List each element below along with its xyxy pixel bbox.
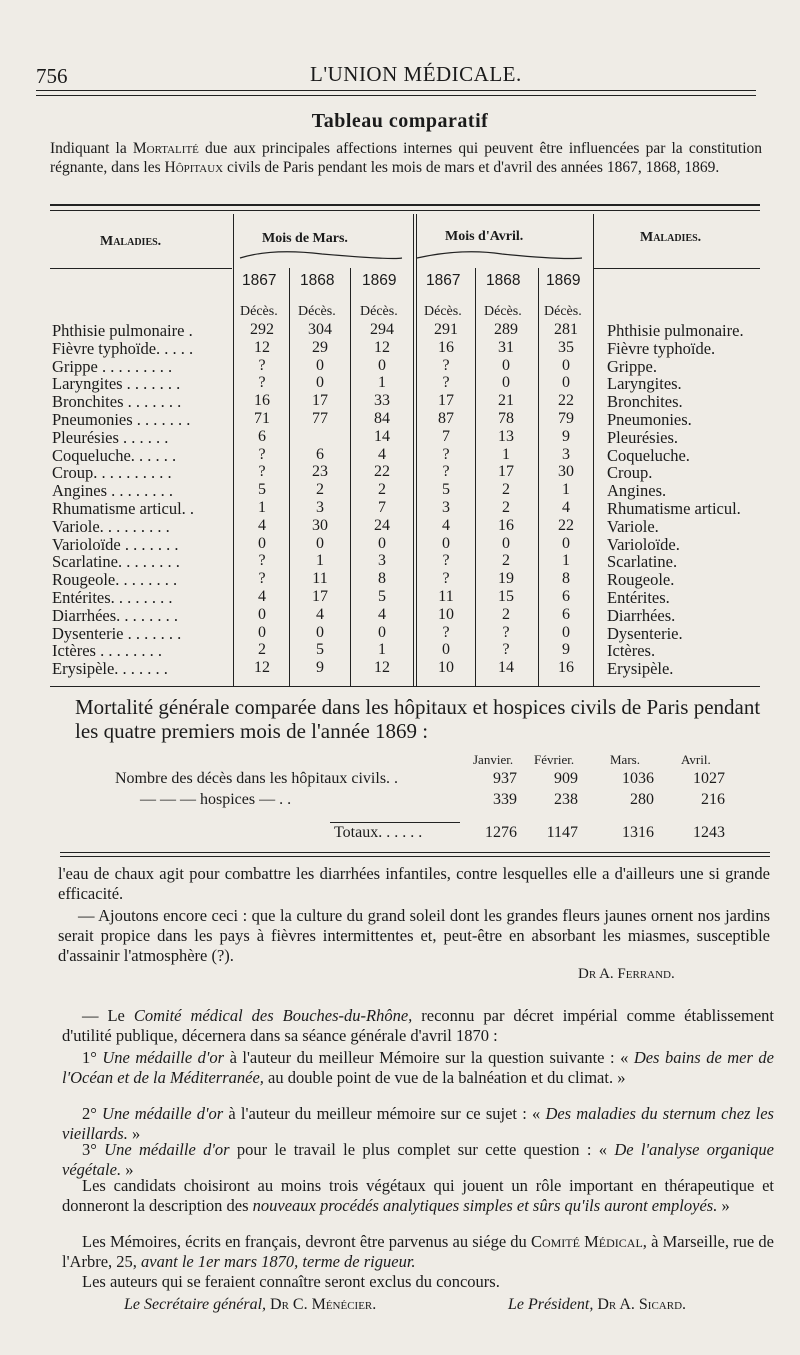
- table-cell: 3: [378, 552, 386, 570]
- section-rule: [60, 852, 770, 853]
- table-cell: 7: [378, 499, 386, 516]
- mortality-cell: 909: [554, 770, 578, 787]
- table-cell: 17: [312, 588, 328, 605]
- table-cell: ?: [442, 374, 450, 392]
- table-cell: ?: [258, 356, 266, 374]
- table-cell: 2: [502, 481, 510, 499]
- table-cell: 5: [316, 641, 324, 659]
- table-top-rule-2: [50, 210, 760, 211]
- table-cell: 21: [498, 392, 514, 410]
- deces-label: Décès.: [424, 304, 462, 319]
- row-label-right: Bronchites.: [607, 392, 683, 412]
- table-cell: 291: [434, 321, 458, 338]
- table-cell: 0: [562, 534, 570, 552]
- table-cell: 1: [316, 552, 324, 570]
- table-cell: 9: [316, 659, 324, 677]
- group-avril-header: Mois d'Avril.: [445, 229, 524, 244]
- table-cell: 16: [254, 392, 270, 410]
- row-label-right: Grippe.: [607, 356, 657, 376]
- table-cell: 4: [378, 605, 386, 623]
- table-cell: 78: [498, 410, 514, 427]
- mortality-cell: 1036: [622, 770, 654, 787]
- group-braces: [232, 246, 592, 266]
- table-cell: 0: [562, 623, 570, 641]
- table-cell: 0: [316, 623, 324, 641]
- header-divider-right: [594, 268, 760, 269]
- mortality-cell: 339: [493, 791, 517, 808]
- table-cell: 0: [258, 534, 266, 552]
- table-cell: 23: [312, 463, 328, 481]
- table-cell: 12: [374, 659, 390, 677]
- row-label-right: Angines.: [607, 481, 667, 501]
- table-cell: 2: [502, 605, 510, 623]
- row-label-right: Dysenterie.: [607, 623, 683, 643]
- table-cell: 12: [374, 338, 390, 356]
- row-label-right: Croup.: [607, 463, 653, 483]
- table-cell: 3: [562, 445, 570, 463]
- table-cell: 30: [312, 516, 328, 534]
- row-label: Scarlatine. . . . . . . .: [52, 552, 180, 572]
- table-cell: 0: [378, 623, 386, 641]
- table-cell: 17: [312, 392, 328, 410]
- table-cell: 0: [502, 356, 510, 374]
- mortality-cell: 238: [554, 791, 578, 808]
- paragraph: Les candidats choisiront au moins trois végétaux qui jouent un rôle important en thérapeutique et donneront la description des nouveaux procédés analytiques simples et sûrs qu'ils auront employés. »: [62, 1176, 774, 1215]
- row-label: Variole. . . . . . . . .: [52, 516, 170, 536]
- table-cell: ?: [258, 445, 266, 463]
- table-cell: 4: [258, 588, 266, 605]
- prize-2: 2° Une médaille d'or à l'auteur du meilleur mémoire sur ce sujet : « Des maladies du sternum chez les vieillards. »: [62, 1104, 774, 1143]
- row-label: Croup. . . . . . . . . .: [52, 463, 172, 483]
- table-cell: 30: [558, 463, 574, 481]
- group-mars-header: Mois de Mars.: [262, 231, 348, 246]
- year-header: 1869: [546, 272, 581, 289]
- paragraph: — Ajoutons encore ceci : que la culture du grand soleil dont les grandes fleurs jaunes ornent nos jardins serait propice dans les pays à fièvres intermittentes et, peut-être en absorbant les miasmes, susceptible d'assainir l'atmosphère (?).: [58, 906, 770, 965]
- row-label-right: Coqueluche.: [607, 445, 690, 465]
- header-divider-left: [50, 268, 232, 269]
- table-cell: 77: [312, 410, 328, 427]
- mortality-cell: 1243: [693, 824, 725, 841]
- row-label: Diarrhées. . . . . . . .: [52, 605, 179, 625]
- row-label: Ictères . . . . . . . .: [52, 641, 162, 661]
- col-divider: [233, 214, 234, 686]
- header-rule: [36, 90, 756, 91]
- table-cell: 10: [438, 659, 454, 677]
- mortality-cell: 1276: [485, 824, 517, 841]
- table-cell: 4: [442, 516, 450, 534]
- table-cell: 1: [562, 481, 570, 499]
- col-divider: [289, 268, 290, 686]
- mortality-cell: 937: [493, 770, 517, 787]
- table-cell: 8: [562, 570, 570, 588]
- table-cell: 14: [498, 659, 514, 677]
- row-label-right: Pleurésies.: [607, 427, 679, 447]
- table-caption: Indiquant la Mortalité due aux principales affections internes qui peuvent être influencées par la constitution régnante, dans les Hôpitaux civils de Paris pendant les mois de mars et d'avril des années 1867, 1868, 1869.: [50, 140, 763, 176]
- header-rule-2: [36, 95, 756, 96]
- signature-ferrand: Dr A. Ferrand.: [578, 966, 675, 982]
- table-bottom-rule: [50, 686, 760, 687]
- paragraph: — Le Comité médical des Bouches-du-Rhône, reconnu par décret impérial comme établissement d'utilité publique, décernera dans sa séance générale d'avril 1870 :: [62, 1006, 774, 1045]
- table-cell: 16: [498, 516, 514, 534]
- table-cell: 304: [308, 321, 332, 338]
- row-label: Dysenterie . . . . . . .: [52, 623, 182, 643]
- table-cell: 16: [558, 659, 574, 677]
- table-cell: ?: [442, 552, 450, 570]
- table-cell: 19: [498, 570, 514, 588]
- signature-president: Le Président, Dr A. Sicard.: [508, 1296, 687, 1313]
- year-header: 1868: [486, 272, 521, 289]
- row-label: Laryngites . . . . . . .: [52, 374, 181, 394]
- right-header: Maladies.: [640, 230, 702, 245]
- paragraph: l'eau de chaux agit pour combattre les diarrhées infantiles, contre lesquelles elle a d'ailleurs une si grande efficacité.: [58, 864, 770, 903]
- mortality-cell: 280: [630, 791, 654, 808]
- table-cell: 2: [502, 499, 510, 516]
- table-cell: 289: [494, 321, 518, 338]
- mortality-cell: 1147: [546, 824, 578, 841]
- table-cell: 0: [502, 374, 510, 392]
- table-cell: 7: [442, 427, 450, 445]
- row-label: Rhumatisme articul. .: [52, 499, 195, 518]
- mortality-title: Mortalité générale comparée dans les hôpitaux et hospices civils de Paris pendant les quatre premiers mois de l'année 1869 :: [75, 695, 761, 743]
- table-cell: 35: [558, 338, 574, 356]
- table-cell: 5: [442, 481, 450, 499]
- row-label: Coqueluche. . . . . .: [52, 445, 177, 465]
- table-top-rule: [50, 204, 760, 206]
- row-label: Phthisie pulmonaire .: [52, 321, 193, 340]
- table-cell: 0: [442, 641, 450, 659]
- prize-3: 3° Une médaille d'or pour le travail le plus complet sur cette question : « De l'analyse organique végétale. »: [62, 1140, 774, 1179]
- table-cell: 29: [312, 338, 328, 356]
- table-cell: 0: [442, 534, 450, 552]
- col-divider: [416, 214, 417, 686]
- table-cell: ?: [442, 445, 450, 463]
- page-number: 756: [36, 64, 68, 88]
- table-cell: ?: [258, 570, 266, 588]
- table-cell: ?: [502, 641, 510, 659]
- table-cell: 9: [562, 427, 570, 445]
- row-label: Angines . . . . . . . .: [52, 481, 173, 501]
- table-cell: ?: [442, 356, 450, 374]
- running-head: L'UNION MÉDICALE.: [310, 62, 522, 86]
- table-cell: 22: [558, 392, 574, 410]
- table-cell: 8: [378, 570, 386, 588]
- mortality-row-label: Nombre des décès dans les hôpitaux civils. .: [115, 770, 399, 787]
- deces-label: Décès.: [360, 304, 398, 319]
- row-label: Bronchites . . . . . . .: [52, 392, 182, 412]
- table-cell: 6: [562, 588, 570, 605]
- col-divider: [538, 268, 539, 686]
- table-cell: 1: [378, 641, 386, 659]
- row-label-right: Fièvre typhoïde.: [607, 338, 716, 358]
- table-cell: 33: [374, 392, 390, 410]
- mortality-cell: 216: [701, 791, 725, 808]
- deces-label: Décès.: [544, 304, 582, 319]
- section-rule-2: [60, 856, 770, 857]
- signature-secretary: Le Secrétaire général, Dr C. Ménécier.: [124, 1296, 377, 1313]
- table-cell: 0: [378, 356, 386, 374]
- table-cell: 11: [438, 588, 454, 605]
- table-cell: 17: [438, 392, 454, 410]
- table-cell: 2: [378, 481, 386, 499]
- table-cell: ?: [258, 463, 266, 481]
- table-cell: 14: [374, 427, 390, 445]
- table-cell: 22: [558, 516, 574, 534]
- table-cell: 4: [258, 516, 266, 534]
- year-header: 1868: [300, 272, 335, 289]
- row-label: Grippe . . . . . . . . .: [52, 356, 173, 376]
- table-cell: 31: [498, 338, 514, 356]
- col-divider: [593, 214, 594, 686]
- table-cell: 4: [562, 499, 570, 516]
- table-cell: 87: [438, 410, 454, 427]
- table-cell: ?: [442, 463, 450, 481]
- prize-1: 1° Une médaille d'or à l'auteur du meilleur Mémoire sur la question suivante : « Des bains de mer de l'Océan et de la Méditerranée, au double point de vue de la balnéation et du climat. »: [62, 1048, 774, 1087]
- deces-label: Décès.: [240, 304, 278, 319]
- table-cell: 1: [502, 445, 510, 463]
- table-cell: 294: [370, 321, 394, 338]
- month-header: Février.: [534, 752, 575, 767]
- table-cell: 3: [316, 499, 324, 516]
- table-cell: 12: [254, 659, 270, 677]
- table-cell: ?: [442, 623, 450, 641]
- year-header: 1867: [242, 272, 277, 289]
- left-header: Maladies.: [100, 234, 162, 249]
- table-cell: 71: [254, 410, 270, 427]
- row-label: Erysipèle. . . . . . .: [52, 659, 168, 679]
- table-cell: 11: [312, 570, 328, 588]
- table-cell: 9: [562, 641, 570, 659]
- row-label: Pleurésies . . . . . .: [52, 427, 169, 447]
- table-cell: 10: [438, 605, 454, 623]
- table-title: Tableau comparatif: [311, 110, 489, 132]
- row-label-right: Diarrhées.: [607, 605, 676, 625]
- table-cell: ?: [442, 570, 450, 588]
- row-label-right: Ictères.: [607, 641, 656, 661]
- row-label-right: Varioloïde.: [607, 534, 680, 554]
- year-header: 1867: [426, 272, 461, 289]
- totals-rule: [330, 822, 460, 823]
- mortality-row-label: — — — hospices — . .: [140, 791, 292, 808]
- table-cell: 0: [316, 374, 324, 392]
- deces-label: Décès.: [484, 304, 522, 319]
- table-cell: ?: [258, 552, 266, 570]
- row-label: Rougeole. . . . . . . .: [52, 570, 178, 590]
- month-header: Mars.: [610, 752, 640, 767]
- mortality-row-label: Totaux. . . . . .: [334, 824, 423, 841]
- row-label-right: Erysipèle.: [607, 659, 674, 679]
- table-cell: 15: [498, 588, 514, 605]
- row-label-right: Variole.: [607, 516, 659, 536]
- table-cell: 84: [374, 410, 390, 427]
- row-label: Entérites. . . . . . . .: [52, 588, 173, 607]
- table-cell: 0: [562, 374, 570, 392]
- table-cell: 2: [502, 552, 510, 570]
- deces-label: Décès.: [298, 304, 336, 319]
- table-cell: 6: [562, 605, 570, 623]
- row-label-right: Rhumatisme articul.: [607, 499, 741, 518]
- table-cell: 4: [316, 605, 324, 623]
- table-cell: 2: [258, 641, 266, 659]
- table-cell: 79: [558, 410, 574, 427]
- table-cell: 17: [498, 463, 514, 481]
- table-cell: 0: [378, 534, 386, 552]
- table-cell: 281: [554, 321, 578, 338]
- col-divider: [350, 268, 351, 686]
- table-cell: 16: [438, 338, 454, 356]
- table-cell: 24: [374, 516, 390, 534]
- mortality-cell: 1027: [693, 770, 725, 787]
- row-label-right: Scarlatine.: [607, 552, 678, 572]
- table-cell: 13: [498, 427, 514, 445]
- table-cell: 0: [562, 356, 570, 374]
- paragraph: Les auteurs qui se feraient connaître seront exclus du concours.: [82, 1272, 500, 1291]
- table-cell: 6: [258, 427, 266, 445]
- table-cell: 1: [258, 499, 266, 516]
- table-cell: ?: [502, 623, 510, 641]
- col-divider: [475, 268, 476, 686]
- table-cell: 0: [258, 623, 266, 641]
- row-label: Fièvre typhoïde. . . . .: [52, 338, 194, 358]
- paragraph: Les Mémoires, écrits en français, devront être parvenus au siége du Comité Médical, à Marseille, rue de l'Arbre, 25, avant le 1er mars 1870, terme de rigueur.: [62, 1232, 774, 1271]
- table-cell: 12: [254, 338, 270, 356]
- month-header: Janvier.: [473, 752, 514, 767]
- col-divider: [413, 214, 414, 686]
- row-label-right: Entérites.: [607, 588, 670, 607]
- row-label: Pneumonies . . . . . . .: [52, 410, 191, 429]
- table-cell: 0: [258, 605, 266, 623]
- table-cell: 5: [258, 481, 266, 499]
- table-cell: 22: [374, 463, 390, 481]
- year-header: 1869: [362, 272, 397, 289]
- table-cell: 2: [316, 481, 324, 499]
- table-cell: 4: [378, 445, 386, 463]
- table-cell: 5: [378, 588, 386, 605]
- table-cell: 6: [316, 445, 324, 463]
- row-label-right: Pneumonies.: [607, 410, 692, 429]
- row-label: Varioloïde . . . . . . .: [52, 534, 179, 554]
- table-cell: 0: [502, 534, 510, 552]
- row-label-right: Rougeole.: [607, 570, 675, 590]
- table-cell: 0: [316, 356, 324, 374]
- row-label-right: Phthisie pulmonaire.: [607, 321, 744, 340]
- table-cell: 0: [316, 534, 324, 552]
- table-cell: 1: [562, 552, 570, 570]
- mortality-cell: 1316: [622, 824, 654, 841]
- table-cell: ?: [258, 374, 266, 392]
- month-header: Avril.: [681, 752, 711, 767]
- table-cell: 1: [378, 374, 386, 392]
- table-cell: 292: [250, 321, 274, 338]
- table-cell: 3: [442, 499, 450, 516]
- row-label-right: Laryngites.: [607, 374, 682, 394]
